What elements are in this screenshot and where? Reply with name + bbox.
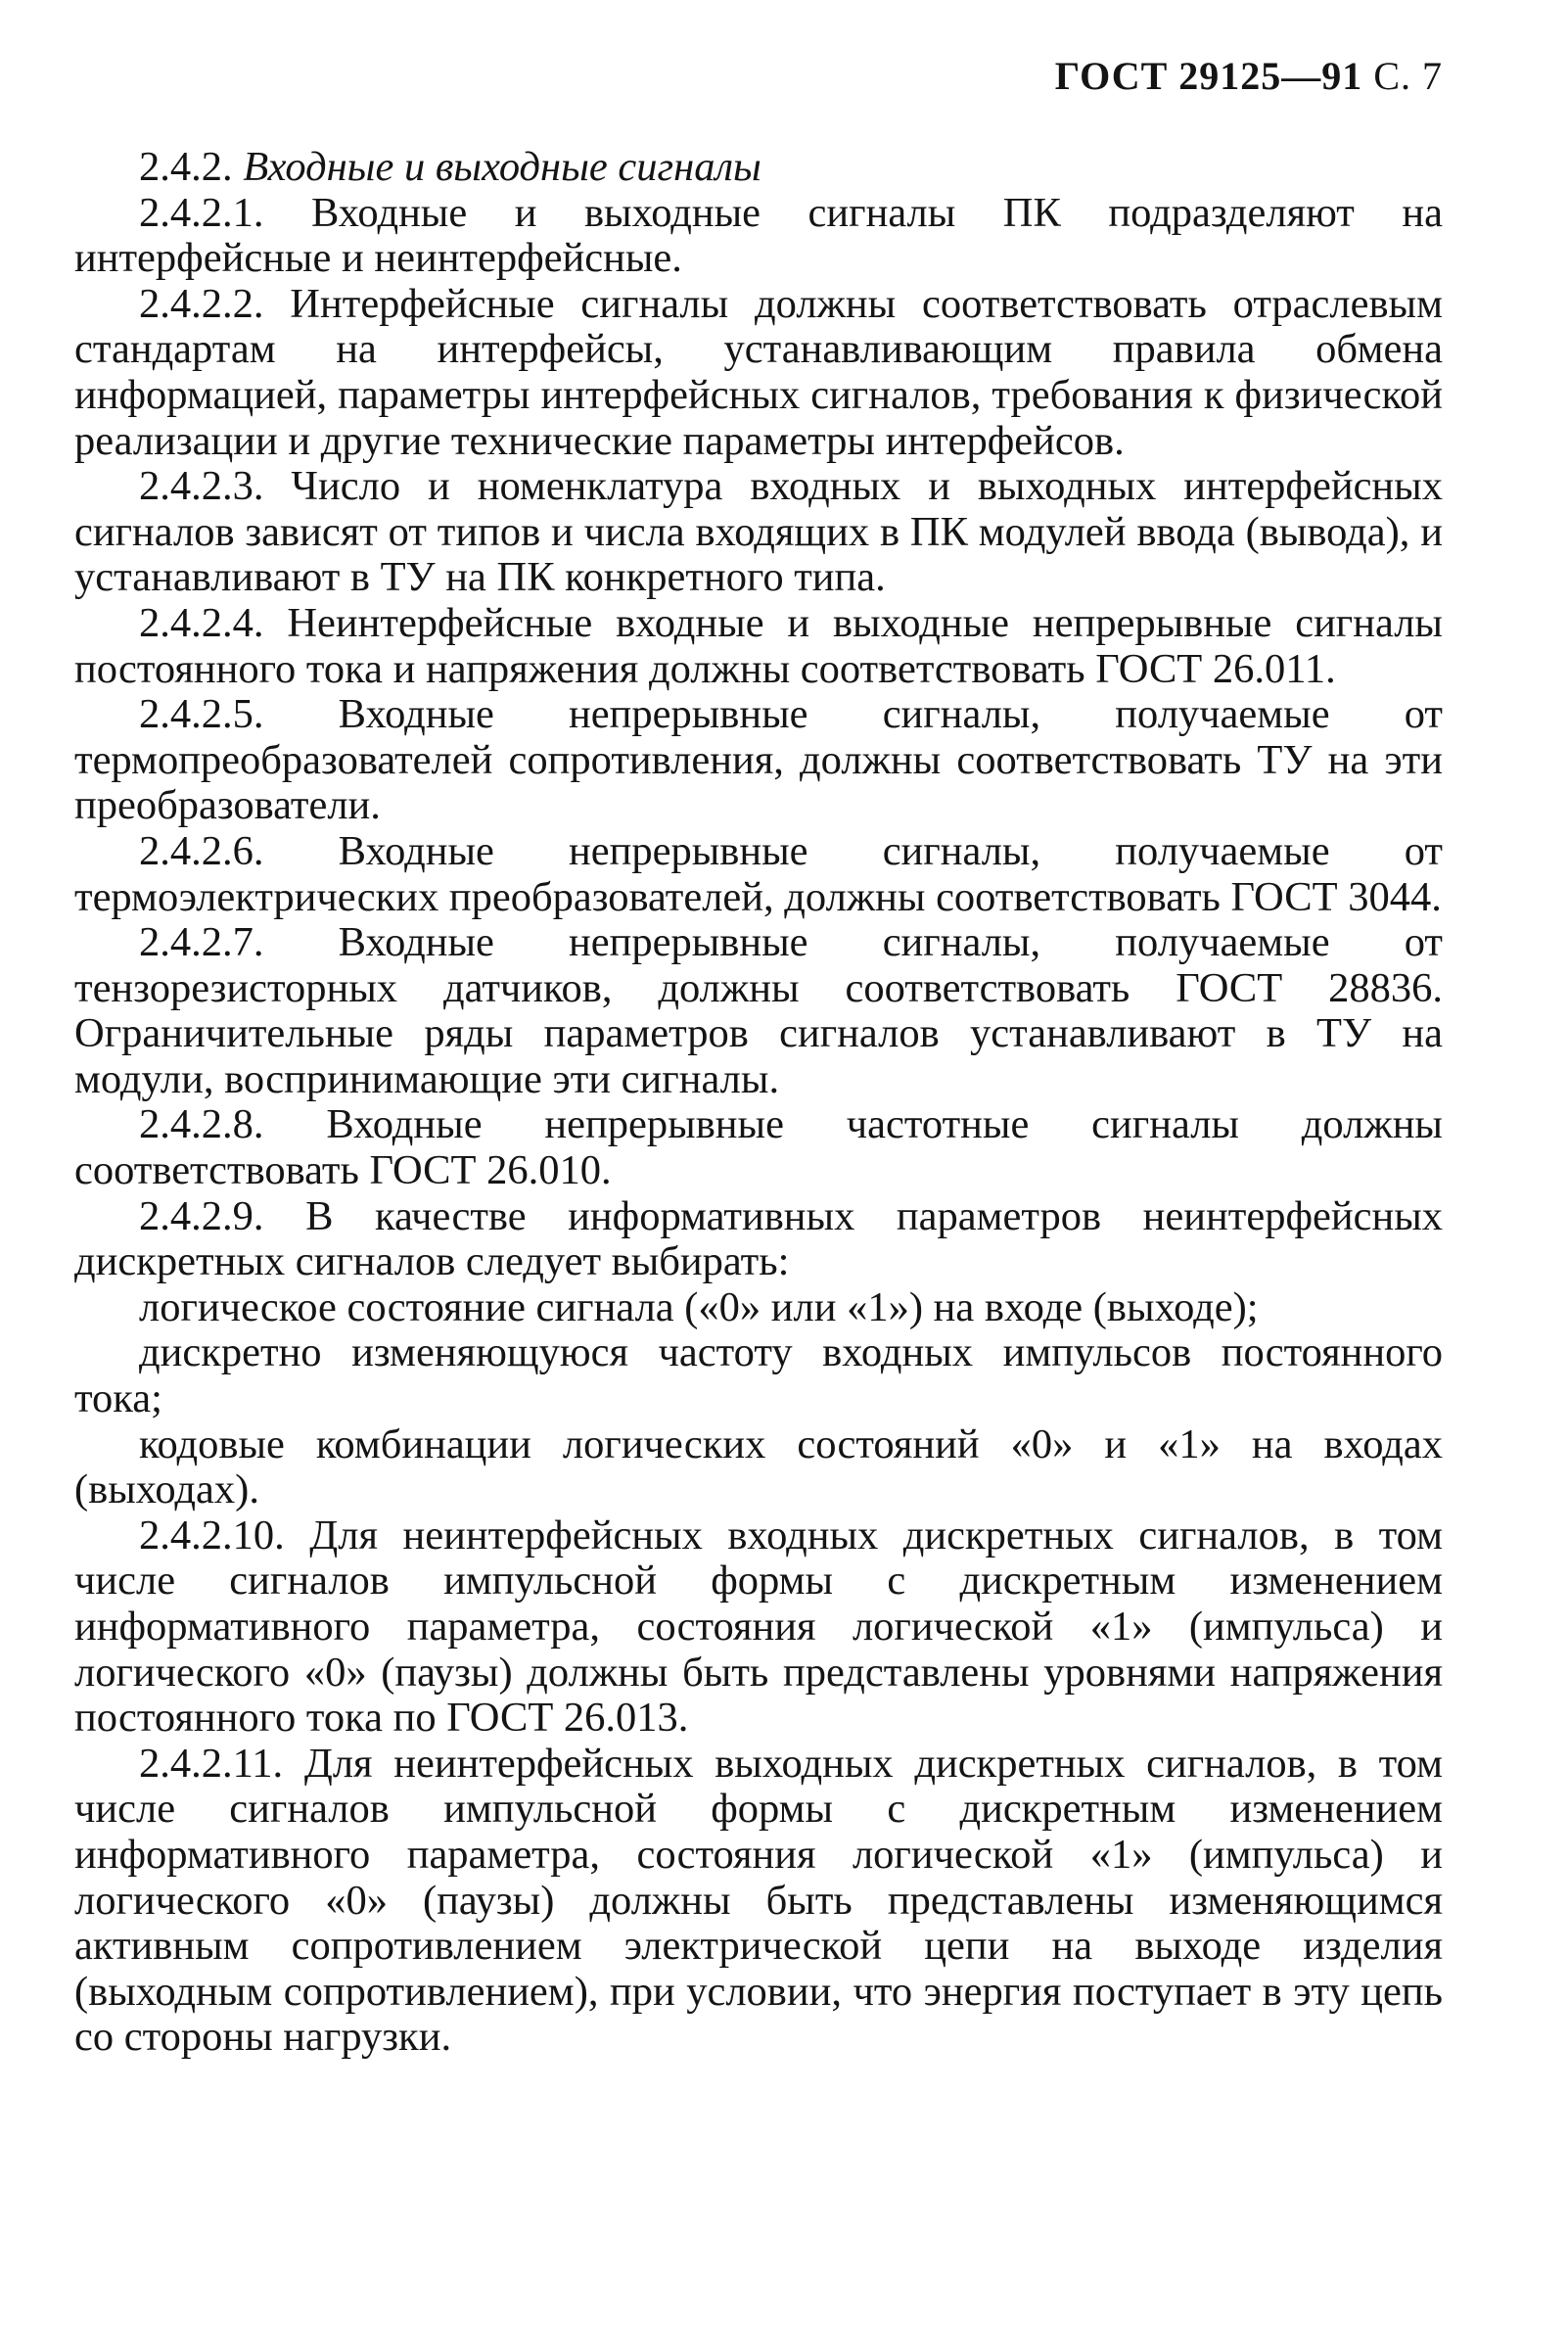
paragraph-2-4-2-6: 2.4.2.6. Входные непрерывные сигналы, получаемые от термоэлектрических преобразователей, должны соответствовать ГОСТ 3044. <box>74 827 1443 920</box>
paragraph-2-4-2-2: 2.4.2.2. Интерфейсные сигналы должны соответствовать отраслевым стандартам на интерфейсы, устанавливающим правила обмена информацией, параметры интерфейсных сигналов, требования к физической реализации и другие технические параметры интерфейсов. <box>74 280 1443 464</box>
list-item: кодовые комбинации логических состояний «0» и «1» на входах (выходах). <box>74 1420 1443 1513</box>
paragraph-2-4-2-8: 2.4.2.8. Входные непрерывные частотные сигналы должны соответствовать ГОСТ 26.010. <box>74 1101 1443 1194</box>
paragraph-2-4-2-5: 2.4.2.5. Входные непрерывные сигналы, получаемые от термопреобразователей сопротивления, должны соответствовать ТУ на эти преобразователи. <box>74 691 1443 829</box>
paragraph-2-4-2-11: 2.4.2.11. Для неинтерфейсных выходных дискретных сигналов, в том числе сигналов импульсной формы с дискретным изменением информативного параметра, состояния логической «1» (импульса) и логического «0» (паузы) должны быть представлены изменяющимся активным сопротивлением электрической цепи на выходе изделия (выходным сопротивлением), при условии, что энергия поступает в эту цепь со стороны нагрузки. <box>74 1740 1443 2061</box>
section-title: Входные и выходные сигналы <box>243 144 761 190</box>
list-item: дискретно изменяющуюся частоту входных импульсов постоянного тока; <box>74 1329 1443 1422</box>
section-heading <box>74 145 1443 191</box>
standard-number: ГОСТ 29125—91 <box>1054 54 1363 98</box>
paragraph-2-4-2-4: 2.4.2.4. Неинтерфейсные входные и выходные непрерывные сигналы постоянного тока и напряжения должны соответствовать ГОСТ 26.011. <box>74 599 1443 692</box>
list-item: логическое состояние сигнала («0» или «1») на входе (выходе); <box>139 1283 1259 1330</box>
page-header <box>1055 53 1443 99</box>
section-number: 2.4.2. <box>139 144 233 190</box>
paragraph-2-4-2-7: 2.4.2.7. Входные непрерывные сигналы, получаемые от тензорезисторных датчиков, должны соответствовать ГОСТ 28836. Ограничительные ряды параметров сигналов устанавливают в ТУ на модули, воспринимающие эти сигналы. <box>74 919 1443 1102</box>
paragraph-2-4-2-9: 2.4.2.9. В качестве информативных параметров неинтерфейсных дискретных сигналов следует выбирать: <box>74 1192 1443 1285</box>
page-number: С. 7 <box>1373 54 1443 98</box>
document-body <box>74 145 1443 2061</box>
paragraph-2-4-2-3: 2.4.2.3. Число и номенклатура входных и выходных интерфейсных сигналов зависят от типов и числа входящих в ПК модулей ввода (вывода), и устанавливают в ТУ на ПК конкретного типа. <box>74 463 1443 601</box>
paragraph-2-4-2-10: 2.4.2.10. Для неинтерфейсных входных дискретных сигналов, в том числе сигналов импульсной формы с дискретным изменением информативного параметра, состояния логической «1» (импульса) и логического «0» (паузы) должны быть представлены уровнями напряжения постоянного тока по ГОСТ 26.013. <box>74 1512 1443 1742</box>
paragraph-2-4-2-1: 2.4.2.1. Входные и выходные сигналы ПК подразделяют на интерфейсные и неинтерфейсные. <box>74 189 1443 282</box>
